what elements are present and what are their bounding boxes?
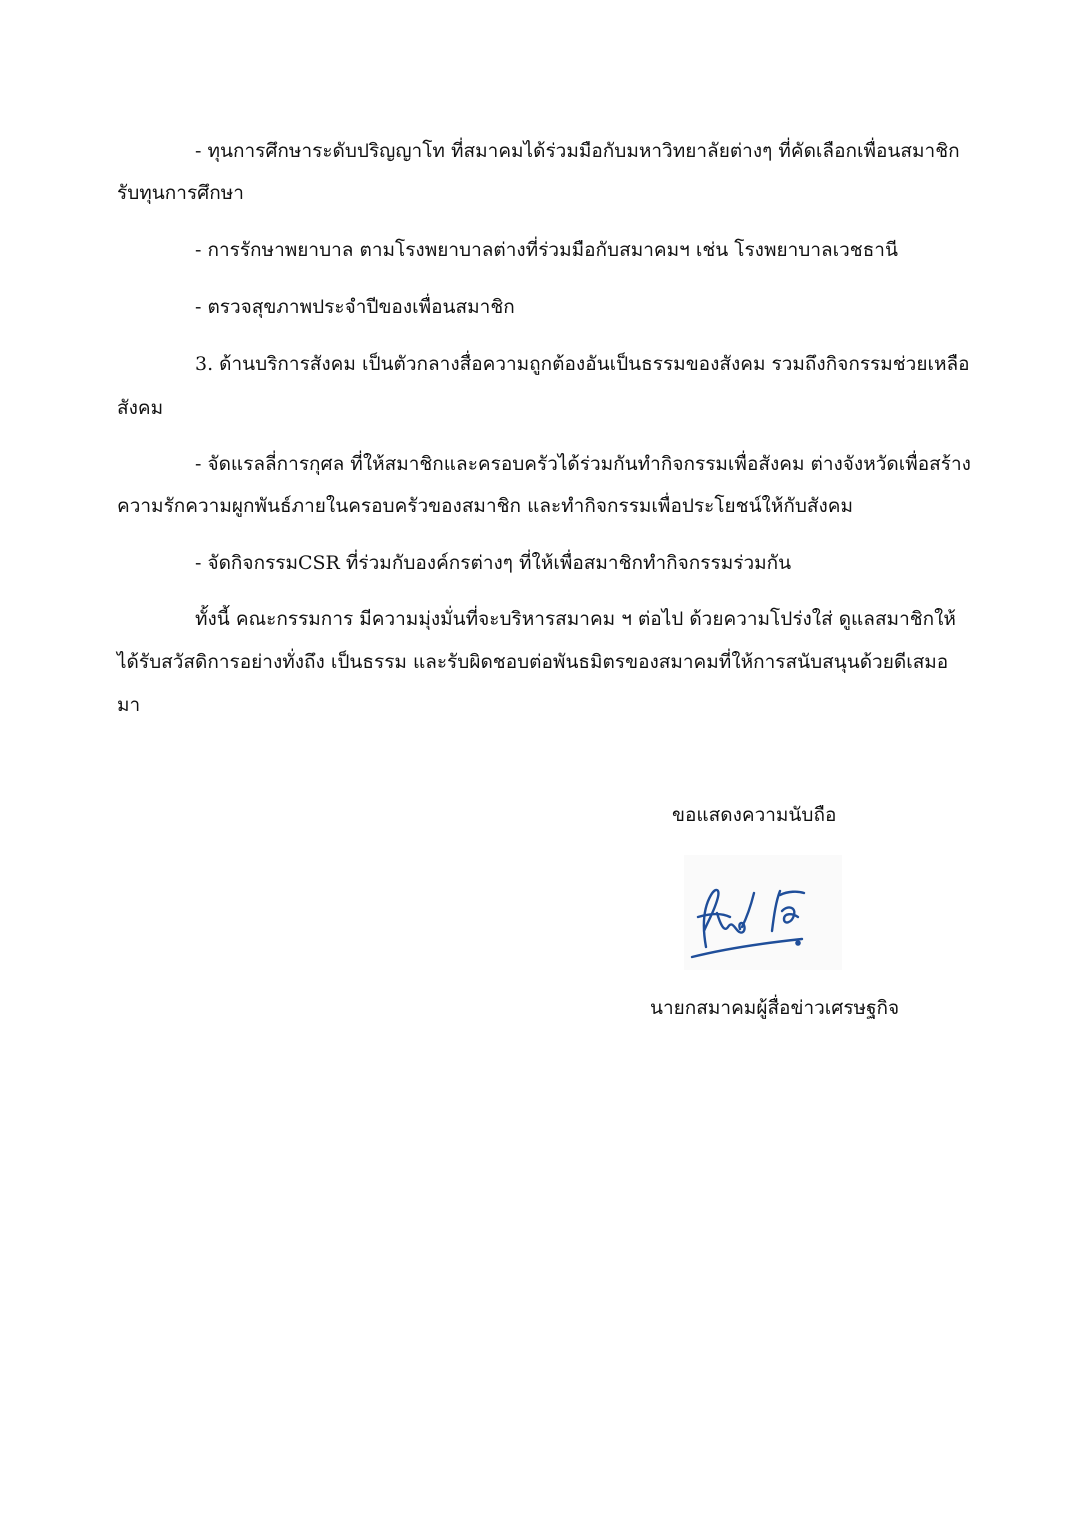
paragraph-commitment: ทั้งนี้ คณะกรรมการ มีความมุ่งมั่นที่จะบริหารสมาคม ฯ ต่อไป ด้วยความโปร่งใส่ ดูแลสมาชิกให้ [195, 608, 956, 630]
paragraph-social-service-cont: สังคม [117, 397, 164, 419]
closing-salutation: ขอแสดงความนับถือ [672, 804, 837, 826]
signature-drawing [684, 855, 842, 970]
signer-title: นายกสมาคมผู้สื่อข่าวเศรษฐกิจ [650, 997, 900, 1019]
paragraph-charity-rally: - จัดแรลลี่การกุศล ที่ให้สมาชิกและครอบครัวได้ร่วมกันทำกิจกรรมเพื่อสังคม ต่างจังหวัดเพื่อสร้าง [195, 453, 971, 475]
paragraph-csr: - จัดกิจกรรมCSR ที่ร่วมกับองค์กรต่างๆ ที่ให้เพื่อสมาชิกทำกิจกรรมร่วมกัน [195, 552, 792, 574]
paragraph-commitment-end: มา [117, 694, 141, 716]
paragraph-charity-rally-cont: ความรักความผูกพันธ์ภายในครอบครัวของสมาชิก และทำกิจกรรมเพื่อประโยชน์ให้กับสังคม [117, 495, 854, 517]
paragraph-scholarship-cont: รับทุนการศึกษา [117, 182, 244, 204]
paragraph-social-service: 3. ด้านบริการสังคม เป็นตัวกลางสื่อความถูกต้องอันเป็นธรรมของสังคม รวมถึงกิจกรรมช่วยเหลือ [195, 353, 970, 375]
paragraph-commitment-cont: ได้รับสวัสดิการอย่างทั่งถึง เป็นธรรม และรับผิดชอบต่อพันธมิตรของสมาคมที่ให้การสนับสนุนด้วยดีเสมอ [117, 651, 949, 673]
paragraph-medical-care: - การรักษาพยาบาล ตามโรงพยาบาลต่างที่ร่วมมือกับสมาคมฯ เช่น โรงพยาบาลเวชธานี [195, 239, 898, 261]
paragraph-health-check: - ตรวจสุขภาพประจำปีของเพื่อนสมาชิก [195, 296, 515, 318]
signature [684, 855, 842, 970]
paragraph-scholarship: - ทุนการศึกษาระดับปริญญาโท ที่สมาคมได้ร่วมมือกับมหาวิทยาลัยต่างๆ ที่คัดเลือกเพื่อนสมาชิก [195, 140, 960, 162]
